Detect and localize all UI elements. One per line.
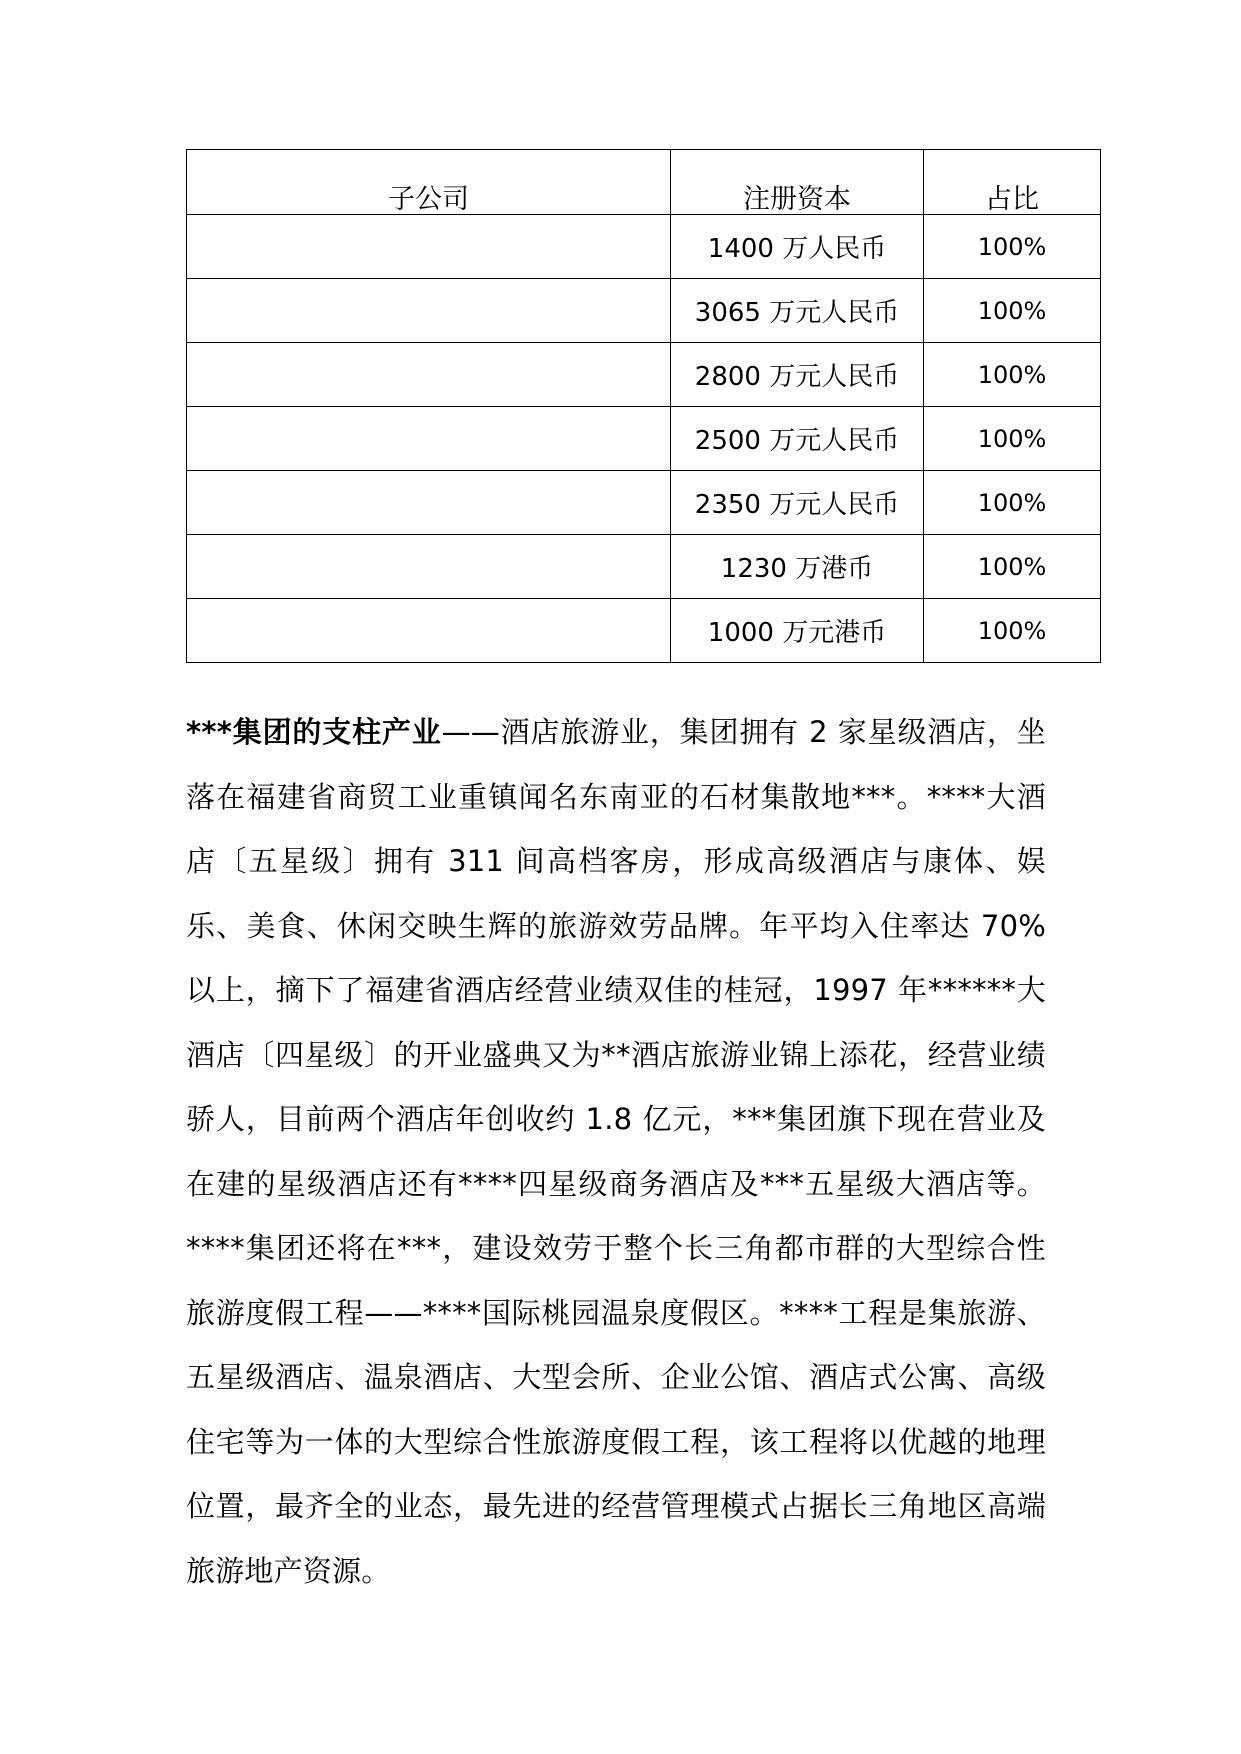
table-header-row	[187, 150, 1101, 215]
ratio-cell: 100%	[924, 599, 1101, 663]
ratio-cell: 100%	[924, 407, 1101, 471]
table-row	[187, 279, 1101, 343]
registered-capital-cell: 2800 万元人民币	[671, 343, 924, 407]
registered-capital-cell: 1230 万港币	[671, 535, 924, 599]
ratio-cell: 100%	[924, 471, 1101, 535]
header-registered-capital: 注册资本	[671, 150, 924, 215]
subsidiary-cell	[187, 407, 671, 471]
paragraph-lead-bold: ***集团的支柱产业	[186, 715, 442, 749]
ratio-cell: 100%	[924, 535, 1101, 599]
subsidiary-capital-table	[186, 149, 1101, 663]
registered-capital-cell: 1000 万元港币	[671, 599, 924, 663]
table-row	[187, 215, 1101, 279]
ratio-cell: 100%	[924, 279, 1101, 343]
registered-capital-cell: 2500 万元人民币	[671, 407, 924, 471]
header-ratio: 占比	[924, 150, 1101, 215]
ratio-cell: 100%	[924, 215, 1101, 279]
subsidiary-cell	[187, 599, 671, 663]
table-row	[187, 535, 1101, 599]
header-subsidiary: 子公司	[187, 150, 671, 215]
subsidiary-cell	[187, 471, 671, 535]
registered-capital-cell: 2350 万元人民币	[671, 471, 924, 535]
paragraph-body: ——酒店旅游业，集团拥有 2 家星级酒店，坐落在福建省商贸工业重镇闻名东南亚的石材集散地***。****大酒店〔五星级〕拥有 311 间高档客房，形成高级酒店与康体、娱乐、美食、休闲交映生辉的旅游效劳品牌。年平均入住率达 70%以上，摘下了福建省酒店经营业绩双佳的桂冠，1997 年******大酒店〔四星级〕的开业盛典又为**酒店旅游业锦上添花，经营业绩骄人，目前两个酒店年创收约 1.8 亿元，***集团旗下现在营业及在建的星级酒店还有****四星级商务酒店及***五星级大酒店等。****集团还将在***，建设效劳于整个长三角都市群的大型综合性旅游度假工程——****国际桃园温泉度假区。****工程是集旅游、五星级酒店、温泉酒店、大型会所、企业公馆、酒店式公寓、高级住宅等为一体的大型综合性旅游度假工程，该工程将以优越的地理位置，最齐全的业态，最先进的经营管理模式占据长三角地区高端旅游地产资源。	[186, 715, 1047, 1588]
table-row	[187, 471, 1101, 535]
registered-capital-cell: 3065 万元人民币	[671, 279, 924, 343]
subsidiary-cell	[187, 343, 671, 407]
ratio-cell: 100%	[924, 343, 1101, 407]
registered-capital-cell: 1400 万人民币	[671, 215, 924, 279]
table-row	[187, 407, 1101, 471]
table-row	[187, 599, 1101, 663]
subsidiary-cell	[187, 279, 671, 343]
subsidiary-cell	[187, 535, 671, 599]
table-row	[187, 343, 1101, 407]
subsidiary-cell	[187, 215, 671, 279]
hotel-tourism-paragraph	[186, 700, 1046, 1603]
